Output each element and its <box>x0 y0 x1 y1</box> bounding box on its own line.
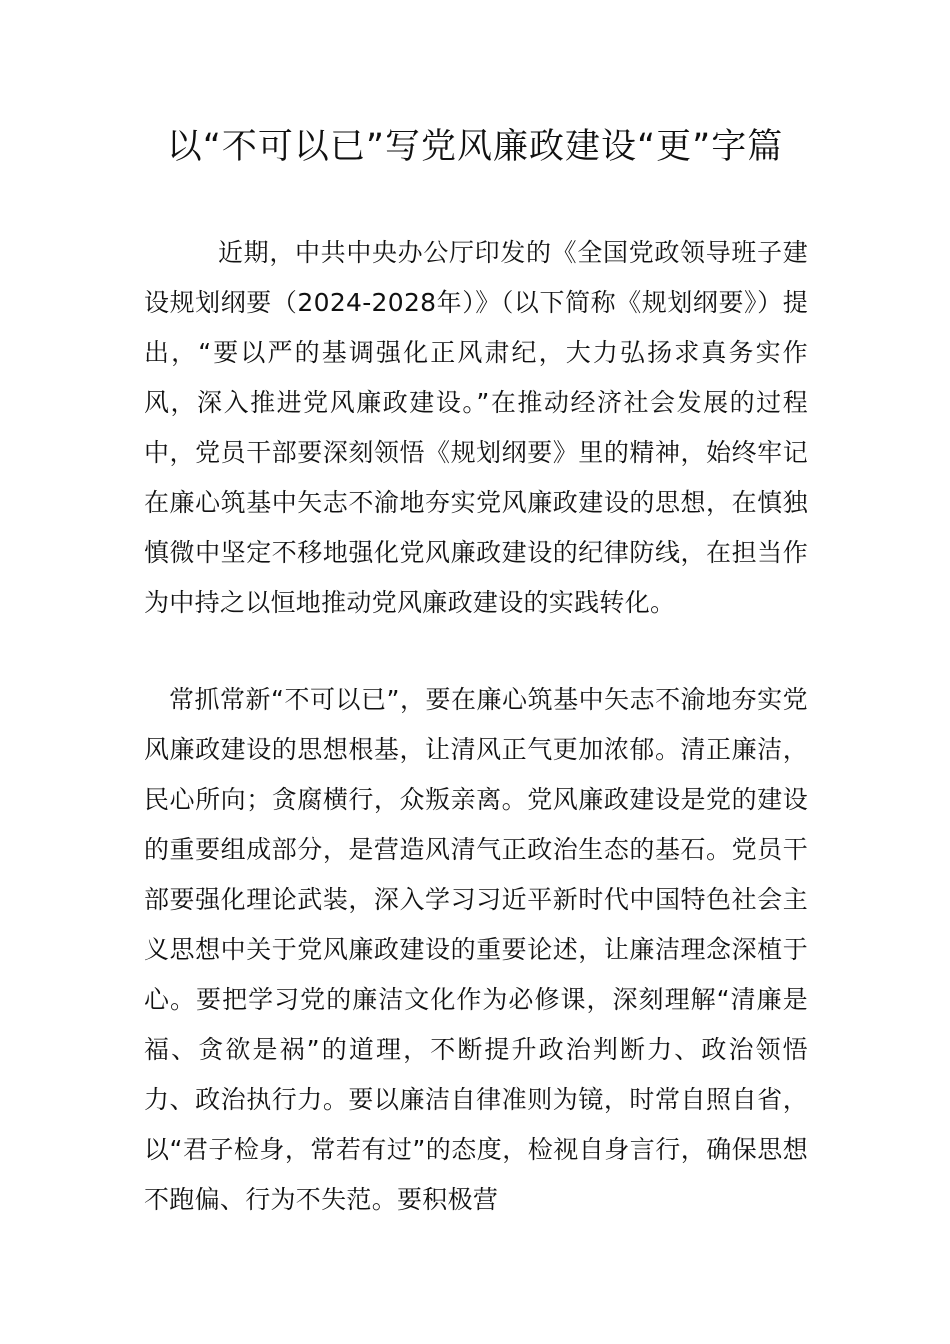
paragraph-1: 近期，中共中央办公厅印发的《全国党政领导班子建设规划纲要（2024-2028年）》（以下简称《规划纲要》）提出，“要以严的基调强化正风肃纪，大力弘扬求真务实作风，深入推进党风廉政建设。”在推动经济社会发展的过程中，党员干部要深刻领悟《规划纲要》里的精神，始终牢记在廉心筑基中矢志不渝地夯实党风廉政建设的思想，在慎独慎微中坚定不移地强化党风廉政建设的纪律防线，在担当作为中持之以恒地推动党风廉政建设的实践转化。 <box>144 238 808 617</box>
paragraph-2: 常抓常新“不可以已”，要在廉心筑基中矢志不渝地夯实党风廉政建设的思想根基，让清风正气更加浓郁。清正廉洁，民心所向；贪腐横行，众叛亲离。党风廉政建设是党的建设的重要组成部分，是营造风清气正政治生态的基石。党员干部要强化理论武装，深入学习习近平新时代中国特色社会主义思想中关于党风廉政建设的重要论述，让廉洁理念深植于心。要把学习党的廉洁文化作为必修课，深刻理解“清廉是福、贪欲是祸”的道理，不断提升政治判断力、政治领悟力、政治执行力。要以廉洁自律准则为镜，时常自照自省，以“君子检身，常若有过”的态度，检视自身言行，确保思想不跑偏、行为不失范。要积极营 <box>144 685 808 1214</box>
document-title: 以“不可以已”写党风廉政建设“更”字篇 <box>166 127 784 167</box>
